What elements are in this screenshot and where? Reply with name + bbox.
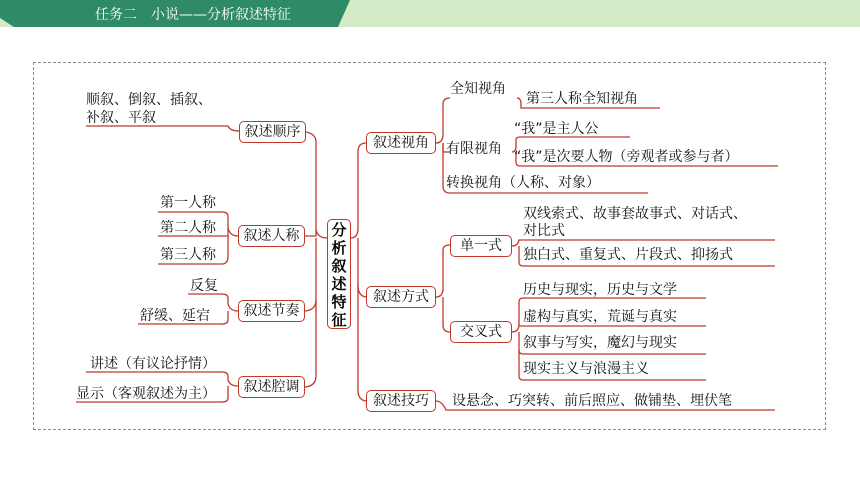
leaf-tone-2: 显示（客观叙述为主）: [76, 386, 216, 402]
leaf-omniscient: 第三人称全知视角: [526, 91, 638, 107]
node-technique: 叙述技巧: [366, 390, 436, 412]
leaf-cross-1: 历史与现实，历史与文学: [523, 282, 677, 298]
sub-shifting: 转换视角（人称、对象）: [446, 175, 600, 191]
sub-omniscient: 全知视角: [450, 81, 506, 97]
leaf-limited-1: “我”是主人公: [514, 121, 599, 137]
leaf-cross-4: 现实主义与浪漫主义: [523, 361, 649, 377]
node-mode: 叙述方式: [366, 286, 436, 308]
sub-limited: 有限视角: [446, 141, 502, 157]
header-title: 任务二 小说——分析叙述特征: [95, 7, 291, 23]
node-narrative-person: 叙述人称: [238, 225, 305, 247]
node-narrative-order: 叙述顺序: [239, 121, 306, 143]
leaf-order-2: 补叙、平叙: [86, 110, 156, 126]
leaf-rhythm-2: 舒缓、延宕: [140, 308, 210, 324]
leaf-technique: 设悬念、巧突转、前后照应、做铺垫、埋伏笔: [452, 393, 732, 409]
leaf-person-3: 第三人称: [160, 247, 216, 263]
leaf-person-2: 第二人称: [160, 220, 216, 236]
leaf-rhythm-1: 反复: [190, 278, 218, 294]
sub-cross: 交叉式: [450, 321, 512, 343]
leaf-person-1: 第一人称: [160, 195, 216, 211]
leaf-tone-1: 讲述（有议论抒情）: [90, 356, 216, 372]
leaf-single-2: 对比式: [523, 223, 565, 239]
leaf-single-1: 双线索式、故事套故事式、对话式、: [523, 206, 747, 222]
node-narrative-tone: 叙述腔调: [238, 376, 305, 398]
leaf-order-1: 顺叙、倒叙、插叙、: [86, 92, 212, 108]
leaf-single-3: 独白式、重复式、片段式、抑扬式: [523, 247, 733, 263]
leaf-limited-2: “我”是次要人物（旁观者或参与者）: [514, 149, 739, 165]
node-perspective: 叙述视角: [366, 132, 436, 154]
center-label: 分析叙述特征: [331, 221, 347, 329]
leaf-cross-3: 叙事与写实，魔幻与现实: [523, 335, 677, 351]
sub-single: 单一式: [450, 235, 512, 257]
node-narrative-rhythm: 叙述节奏: [238, 300, 305, 322]
center-node: [327, 219, 351, 329]
leaf-cross-2: 虚构与真实，荒诞与真实: [523, 309, 677, 325]
